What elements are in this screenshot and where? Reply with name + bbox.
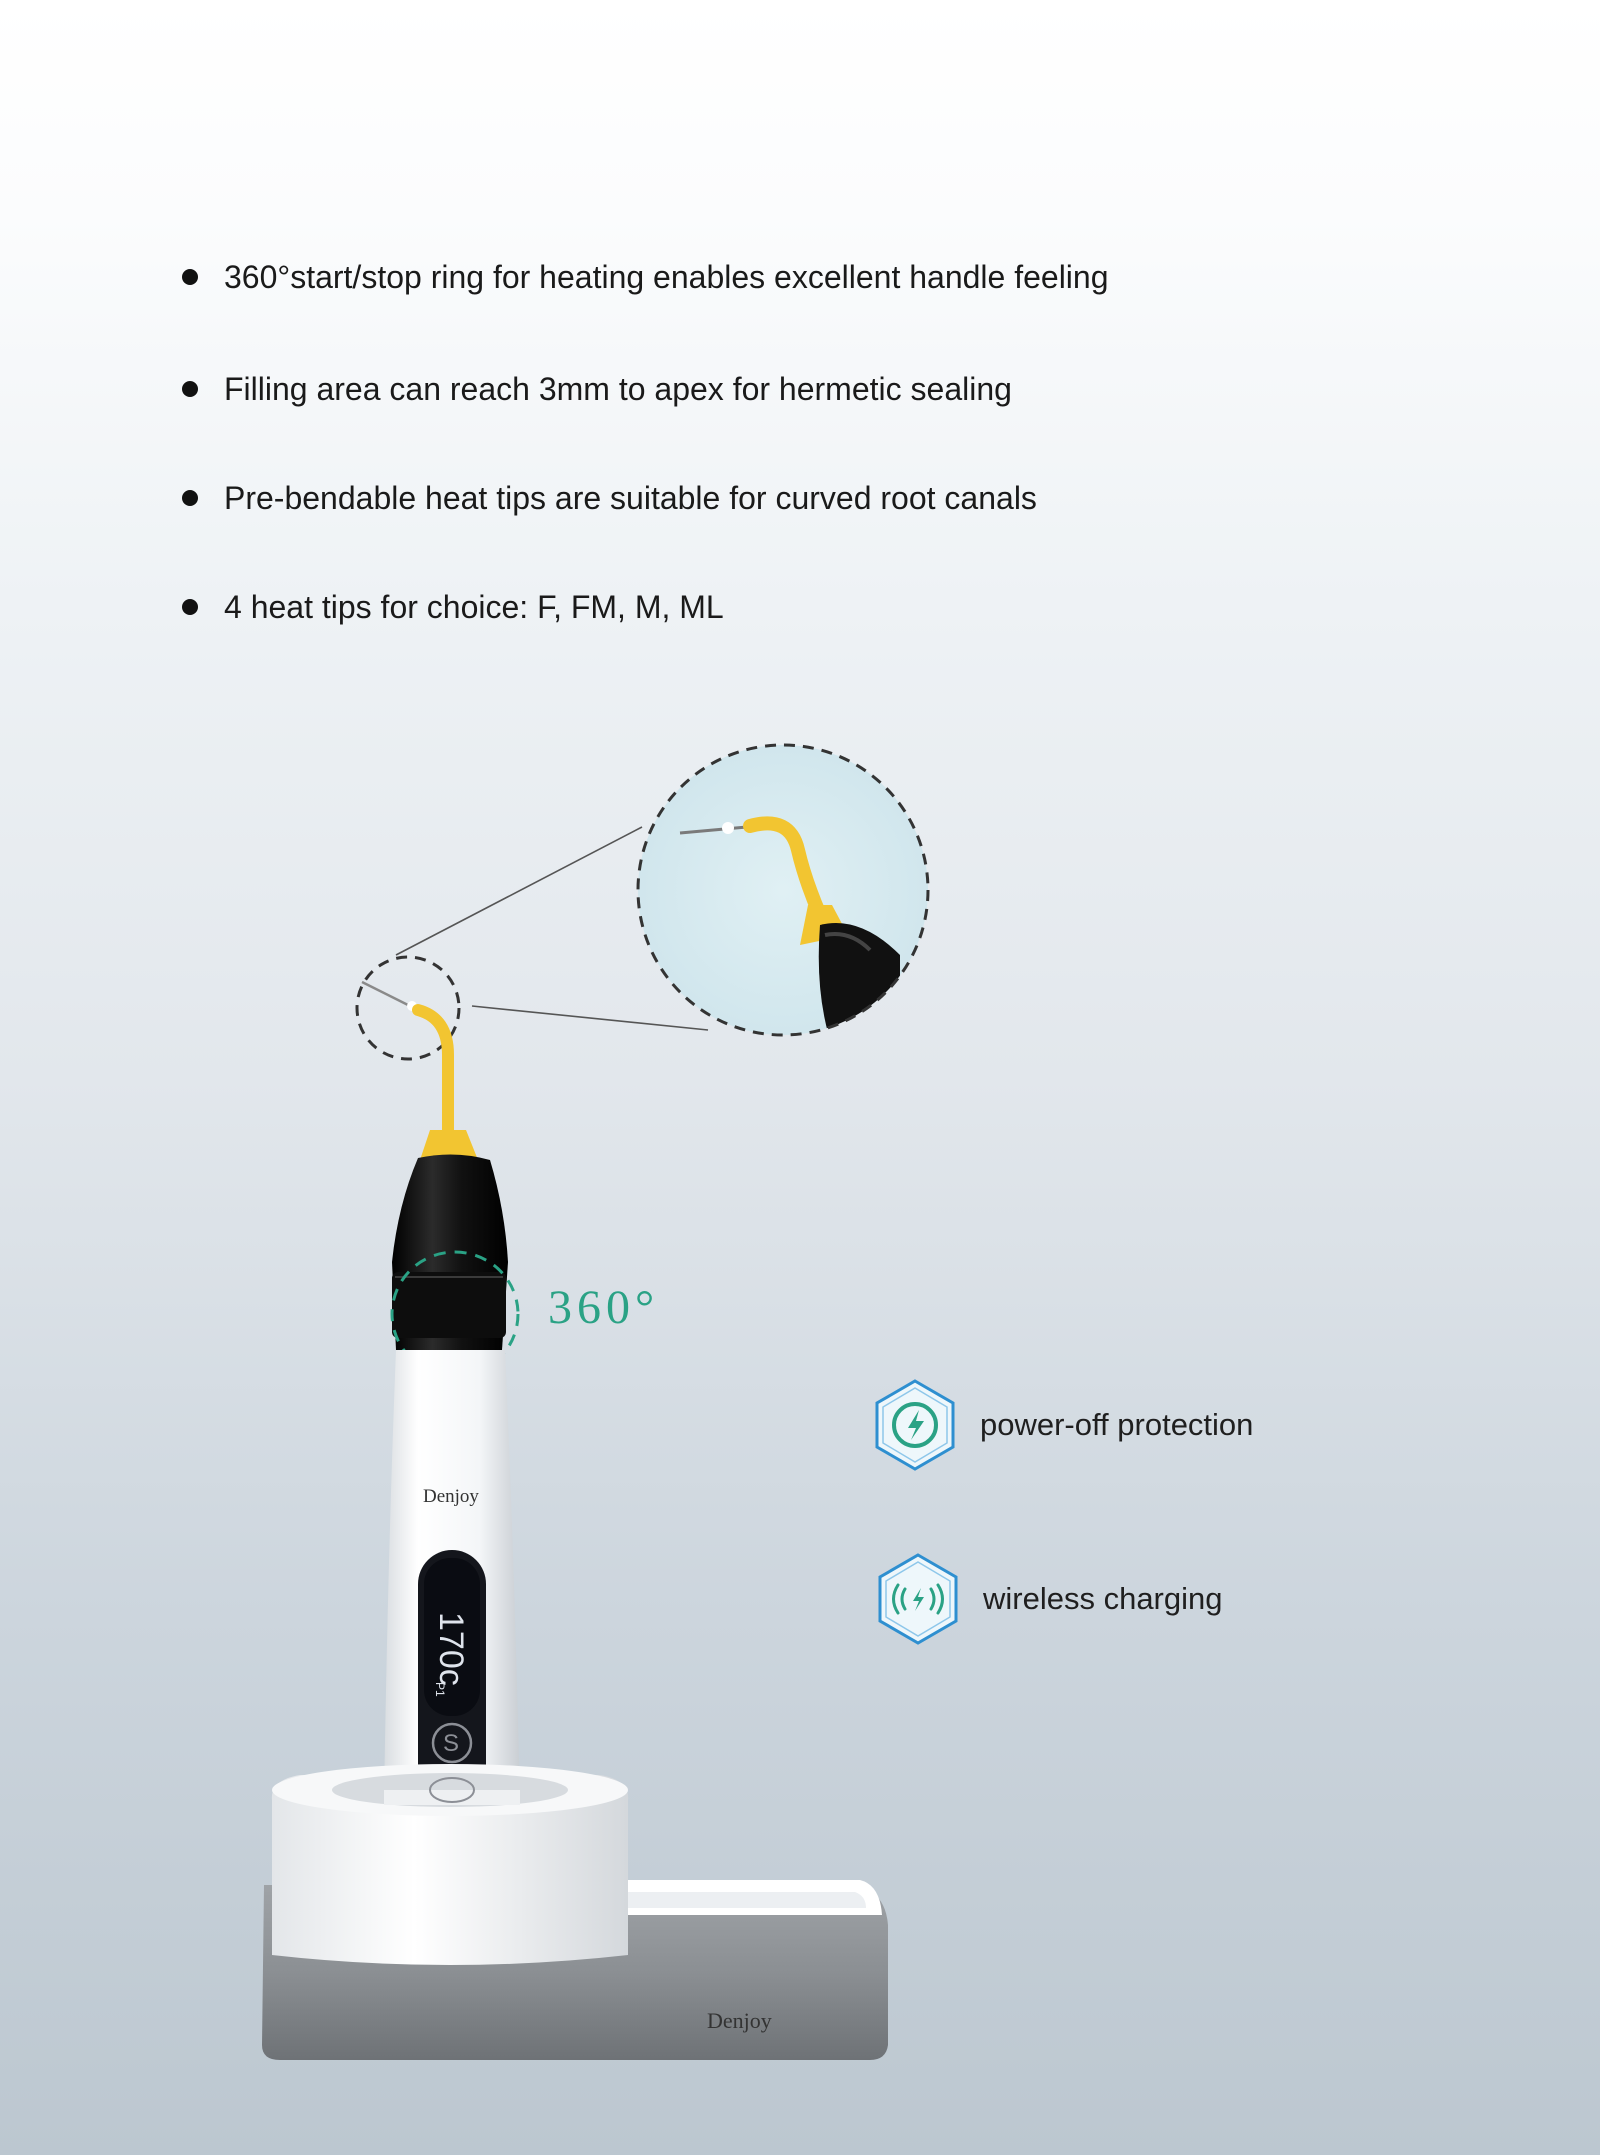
start-button-label: S (443, 1730, 460, 1757)
badge-label: wireless charging (983, 1581, 1223, 1616)
feature-text: Pre-bendable heat tips are suitable for curved root canals (224, 479, 1037, 516)
badge-power-off-protection (872, 1378, 1253, 1472)
lightning-icon (872, 1378, 958, 1472)
feature-text: 4 heat tips for choice: F, FM, M, ML (224, 588, 724, 625)
base-brand-label: Denjoy (707, 2008, 772, 2033)
rotation-degree-label: 360° (548, 1281, 660, 1334)
handpiece-display-program: P1 (433, 1682, 447, 1697)
zoom-connector-line (396, 827, 642, 955)
handpiece-brand-label: Denjoy (423, 1486, 479, 1507)
badge-label: power-off protection (980, 1407, 1254, 1442)
badge-wireless-charging (875, 1552, 1223, 1646)
feature-text: Filling area can reach 3mm to apex for hermetic sealing (224, 370, 1012, 407)
feature-text: 360°start/stop ring for heating enables excellent handle feeling (224, 258, 1109, 295)
wireless-charging-icon (875, 1552, 961, 1646)
zoom-connector-line (472, 1006, 708, 1030)
handpiece-display-temperature: 170c (432, 1612, 470, 1686)
